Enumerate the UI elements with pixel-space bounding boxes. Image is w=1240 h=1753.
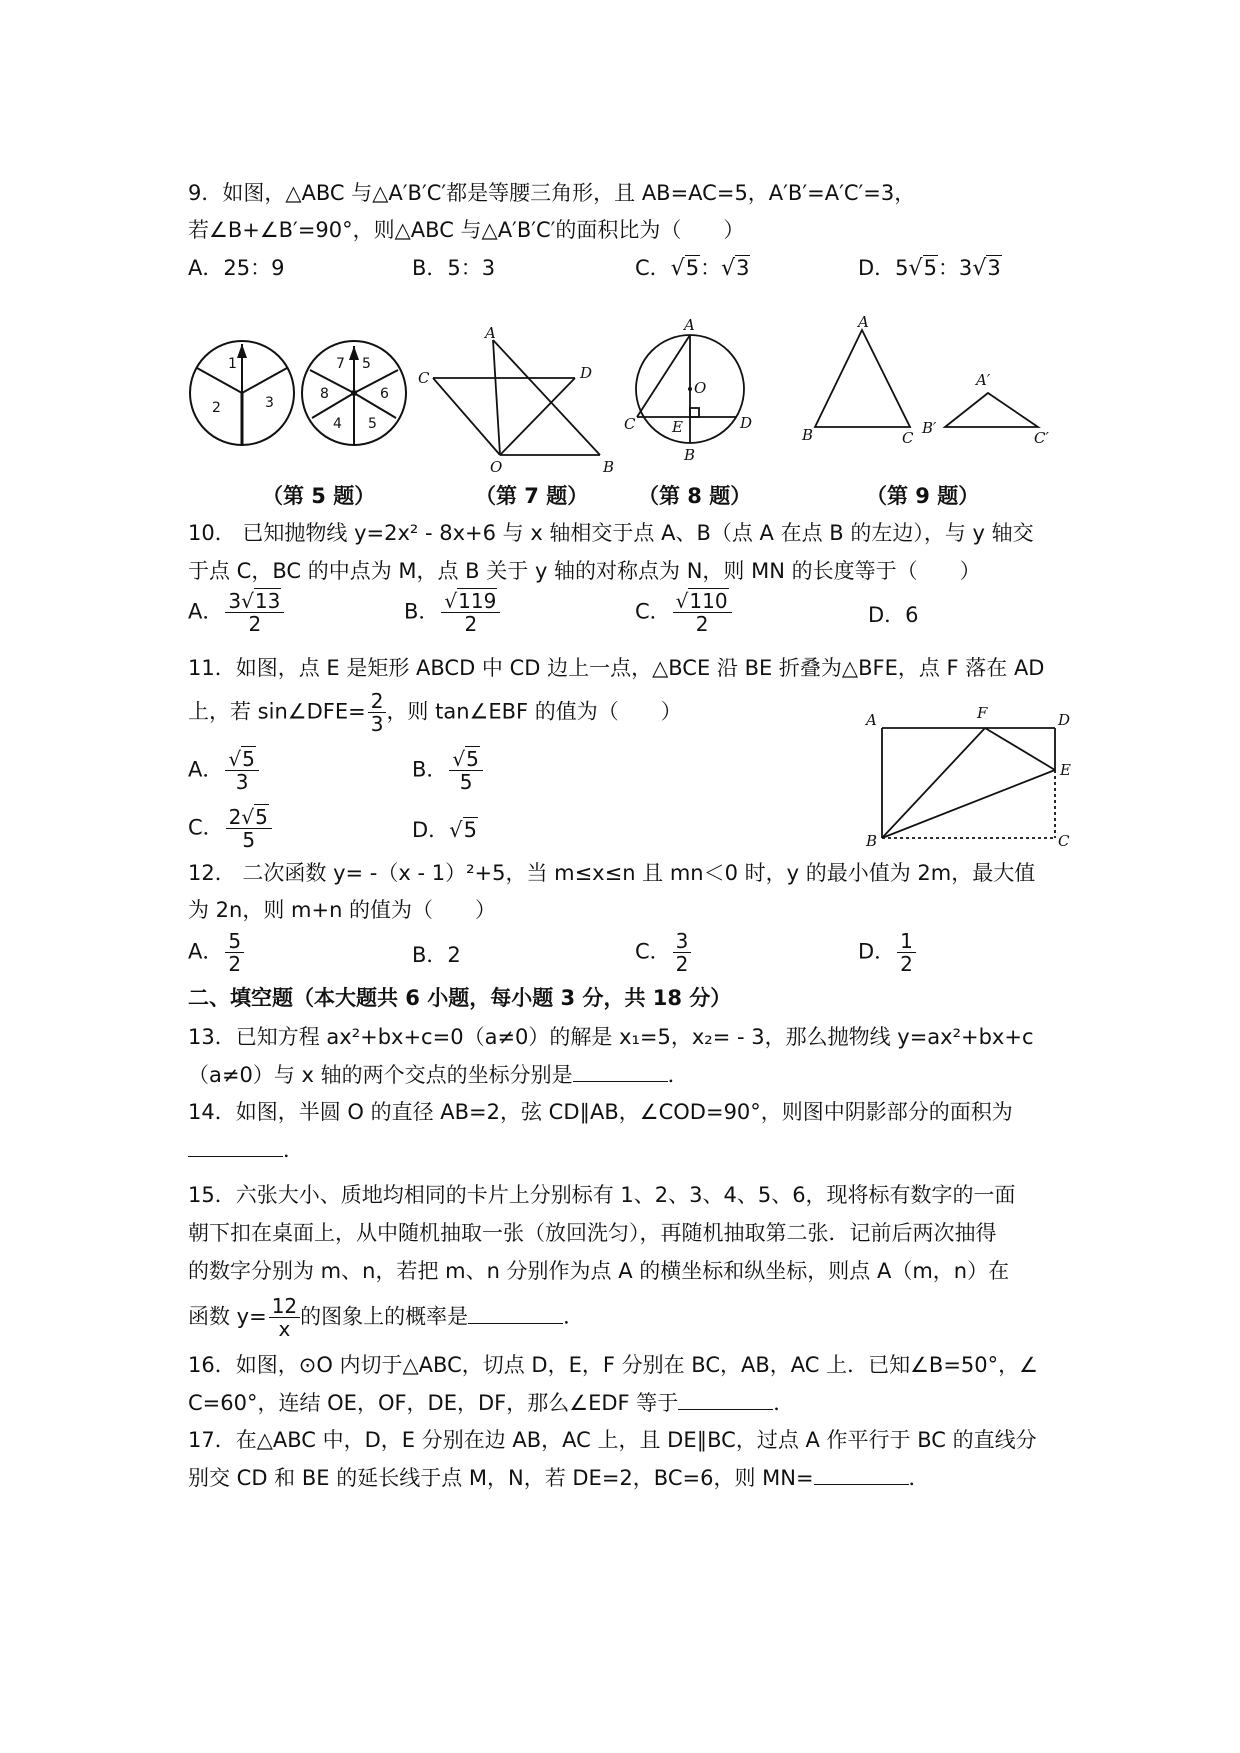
caption-fig-7: （第 7 题） (475, 484, 589, 508)
q9-option-a: A．25：9 (188, 256, 285, 280)
q15-line1: 15．六张大小、质地均相同的卡片上分别标有 1、2、3、4、5、6，现将标有数字的一面 (188, 1183, 1016, 1207)
spinner-right (302, 341, 406, 445)
fig9-label-a: A (858, 313, 869, 331)
q9-option-b: B．5：3 (412, 256, 496, 280)
fig9-label-b: B (802, 426, 814, 444)
q9-line1: 9．如图，△ABC 与△A′B′C′都是等腰三角形，且 AB=AC=5，A′B′=A′C′=3， (188, 181, 916, 205)
spinner-left-num-3: 3 (265, 395, 274, 411)
q11-line2: 上，若 sin∠DFE= $\frac{2}{3}$ ，则 tan∠EBF 的值为（ ） (188, 689, 682, 736)
figure-9 (815, 330, 1038, 427)
q12-option-d: D． $\frac{1}{2}$ (858, 930, 916, 975)
q13-answer-blank[interactable] (573, 1061, 668, 1082)
q14-line1: 14．如图，半圆 O 的直径 AB=2，弦 CD∥AB，∠COD=90°，则图中阴影部分的面积为 (188, 1100, 1013, 1124)
fig7-label-d: D (580, 364, 593, 382)
spinner-left-num-1: 1 (228, 356, 237, 372)
fig11-label-e: E (1060, 761, 1071, 779)
q11-option-b: B． $\frac{√5}{5}$ (412, 748, 483, 793)
q11-line1: 11．如图，点 E 是矩形 ABCD 中 CD 边上一点，△BCE 沿 BE 折叠为△BFE，点 F 落在 AD (188, 656, 1045, 680)
fig11-label-c: C (1058, 832, 1070, 850)
section-fill-in-heading: 二、填空题（本大题共 6 小题，每小题 3 分，共 18 分） (188, 986, 732, 1010)
caption-fig-5: （第 5 题） (262, 484, 376, 508)
fig7-label-o: O (490, 458, 503, 475)
spinner-right-num-7: 7 (336, 356, 345, 372)
spinner-right-num-4: 4 (333, 416, 342, 432)
q9-option-c: C．√5：√3 (635, 256, 750, 281)
fig8-label-d: D (740, 414, 753, 432)
q10-option-d: D．6 (868, 603, 919, 627)
figure-7 (433, 340, 600, 455)
q9-line2: 若∠B+∠B′=90°，则△ABC 与△A′B′C′的面积比为（ ） (188, 218, 745, 242)
q17-answer-blank[interactable] (814, 1464, 909, 1485)
q11-option-d: D．√5 (412, 818, 477, 842)
q15-line3: 的数字分别为 m、n，若把 m、n 分别作为点 A 的横坐标和纵坐标，则点 A（m，n）在 (188, 1259, 1010, 1283)
fig11-label-d: D (1058, 711, 1071, 729)
q11-option-c: C． $\frac{2√5}{5}$ (188, 806, 272, 851)
q14-line2: ． (188, 1135, 304, 1165)
fig9-label-c-prime: C′ (1034, 429, 1049, 447)
q12-line1: 12． 二次函数 y= -（x - 1）²+5，当 m≤x≤n 且 mn＜0 时，y 的最小值为 2m，最大值 (188, 861, 1036, 885)
fig11-label-a: A (866, 711, 877, 729)
q15-line2: 朝下扣在桌面上，从中随机抽取一张（放回洗匀），再随机抽取第二张．记前后两次抽得 (188, 1221, 997, 1245)
q11-option-a: A． $\frac{√5}{3}$ (188, 748, 259, 793)
caption-fig-8: （第 8 题） (638, 484, 752, 508)
q12-option-b: B．2 (412, 943, 461, 967)
q12-option-c: C． $\frac{3}{2}$ (635, 930, 691, 975)
fig11-label-b: B (866, 832, 878, 850)
q14-answer-blank[interactable] (188, 1136, 283, 1157)
spinner-right-num-6: 6 (380, 386, 389, 402)
fig8-label-c: C (624, 415, 636, 433)
fig11-label-f: F (977, 704, 988, 722)
fig8-label-o: O (694, 379, 707, 397)
fig8-label-a: A (684, 316, 695, 334)
fig9-label-c: C (902, 429, 914, 447)
spinner-right-num-8: 8 (320, 386, 329, 402)
fig7-label-b: B (603, 458, 615, 475)
spinner-left-num-2: 2 (212, 400, 221, 416)
q10-option-c: C． $\frac{√110}{2}$ (635, 590, 732, 635)
q10-option-b: B． $\frac{√119}{2}$ (404, 590, 500, 635)
q15-line4: 函数 y= $\frac{12}{x}$ 的图象上的概率是 ． (188, 1294, 585, 1341)
spinner-right-num-5a: 5 (362, 356, 371, 372)
fig7-label-a: A (485, 324, 496, 342)
q10-line1: 10． 已知抛物线 y=2x² - 8x+6 与 x 轴相交于点 A、B（点 A 在点 B 的左边），与 y 轴交 (188, 521, 1034, 545)
q9-option-d: D．5√5：3√3 (858, 256, 1001, 281)
q13-line2: （a≠0）与 x 轴的两个交点的坐标分别是 ． (188, 1063, 689, 1087)
q16-line1: 16．如图，⊙O 内切于△ABC，切点 D，E，F 分别在 BC，AB，AC 上．已知∠B=50°，∠ (188, 1353, 1038, 1377)
q10-option-a: A． $\frac{3√13}{2}$ (188, 590, 284, 635)
fig7-label-c: C (418, 369, 430, 387)
fig8-label-b: B (684, 446, 696, 464)
q12-line2: 为 2n，则 m+n 的值为（ ） (188, 898, 497, 922)
q17-line2: 别交 CD 和 BE 的延长线于点 M，N，若 DE=2，BC=6，则 MN= ． (188, 1466, 930, 1490)
fig8-center-dot (688, 387, 692, 391)
fig8-label-e: E (672, 418, 683, 436)
spinner-right-num-5b: 5 (368, 416, 377, 432)
spinner-left (190, 341, 294, 446)
q16-line2: C=60°，连结 OE，OF，DE，DF，那么∠EDF 等于 ． (188, 1391, 795, 1415)
fig9-label-b-prime: B′ (922, 419, 937, 437)
q10-line2: 于点 C，BC 的中点为 M，点 B 关于 y 轴的对称点为 N，则 MN 的长度等于（ ） (188, 559, 981, 583)
fig9-label-a-prime: A′ (976, 371, 991, 389)
figures-row (0, 300, 1240, 475)
figure-11 (860, 700, 1080, 850)
q13-line1: 13．已知方程 ax²+bx+c=0（a≠0）的解是 x₁=5，x₂= - 3，那么抛物线 y=ax²+bx+c (188, 1025, 1034, 1049)
q15-answer-blank[interactable] (468, 1303, 563, 1324)
caption-fig-9: （第 9 题） (866, 484, 980, 508)
q16-answer-blank[interactable] (678, 1389, 773, 1410)
q17-line1: 17．在△ABC 中，D，E 分别在边 AB，AC 上，且 DE∥BC，过点 A 作平行于 BC 的直线分 (188, 1428, 1037, 1452)
q12-option-a: A． $\frac{5}{2}$ (188, 930, 244, 975)
